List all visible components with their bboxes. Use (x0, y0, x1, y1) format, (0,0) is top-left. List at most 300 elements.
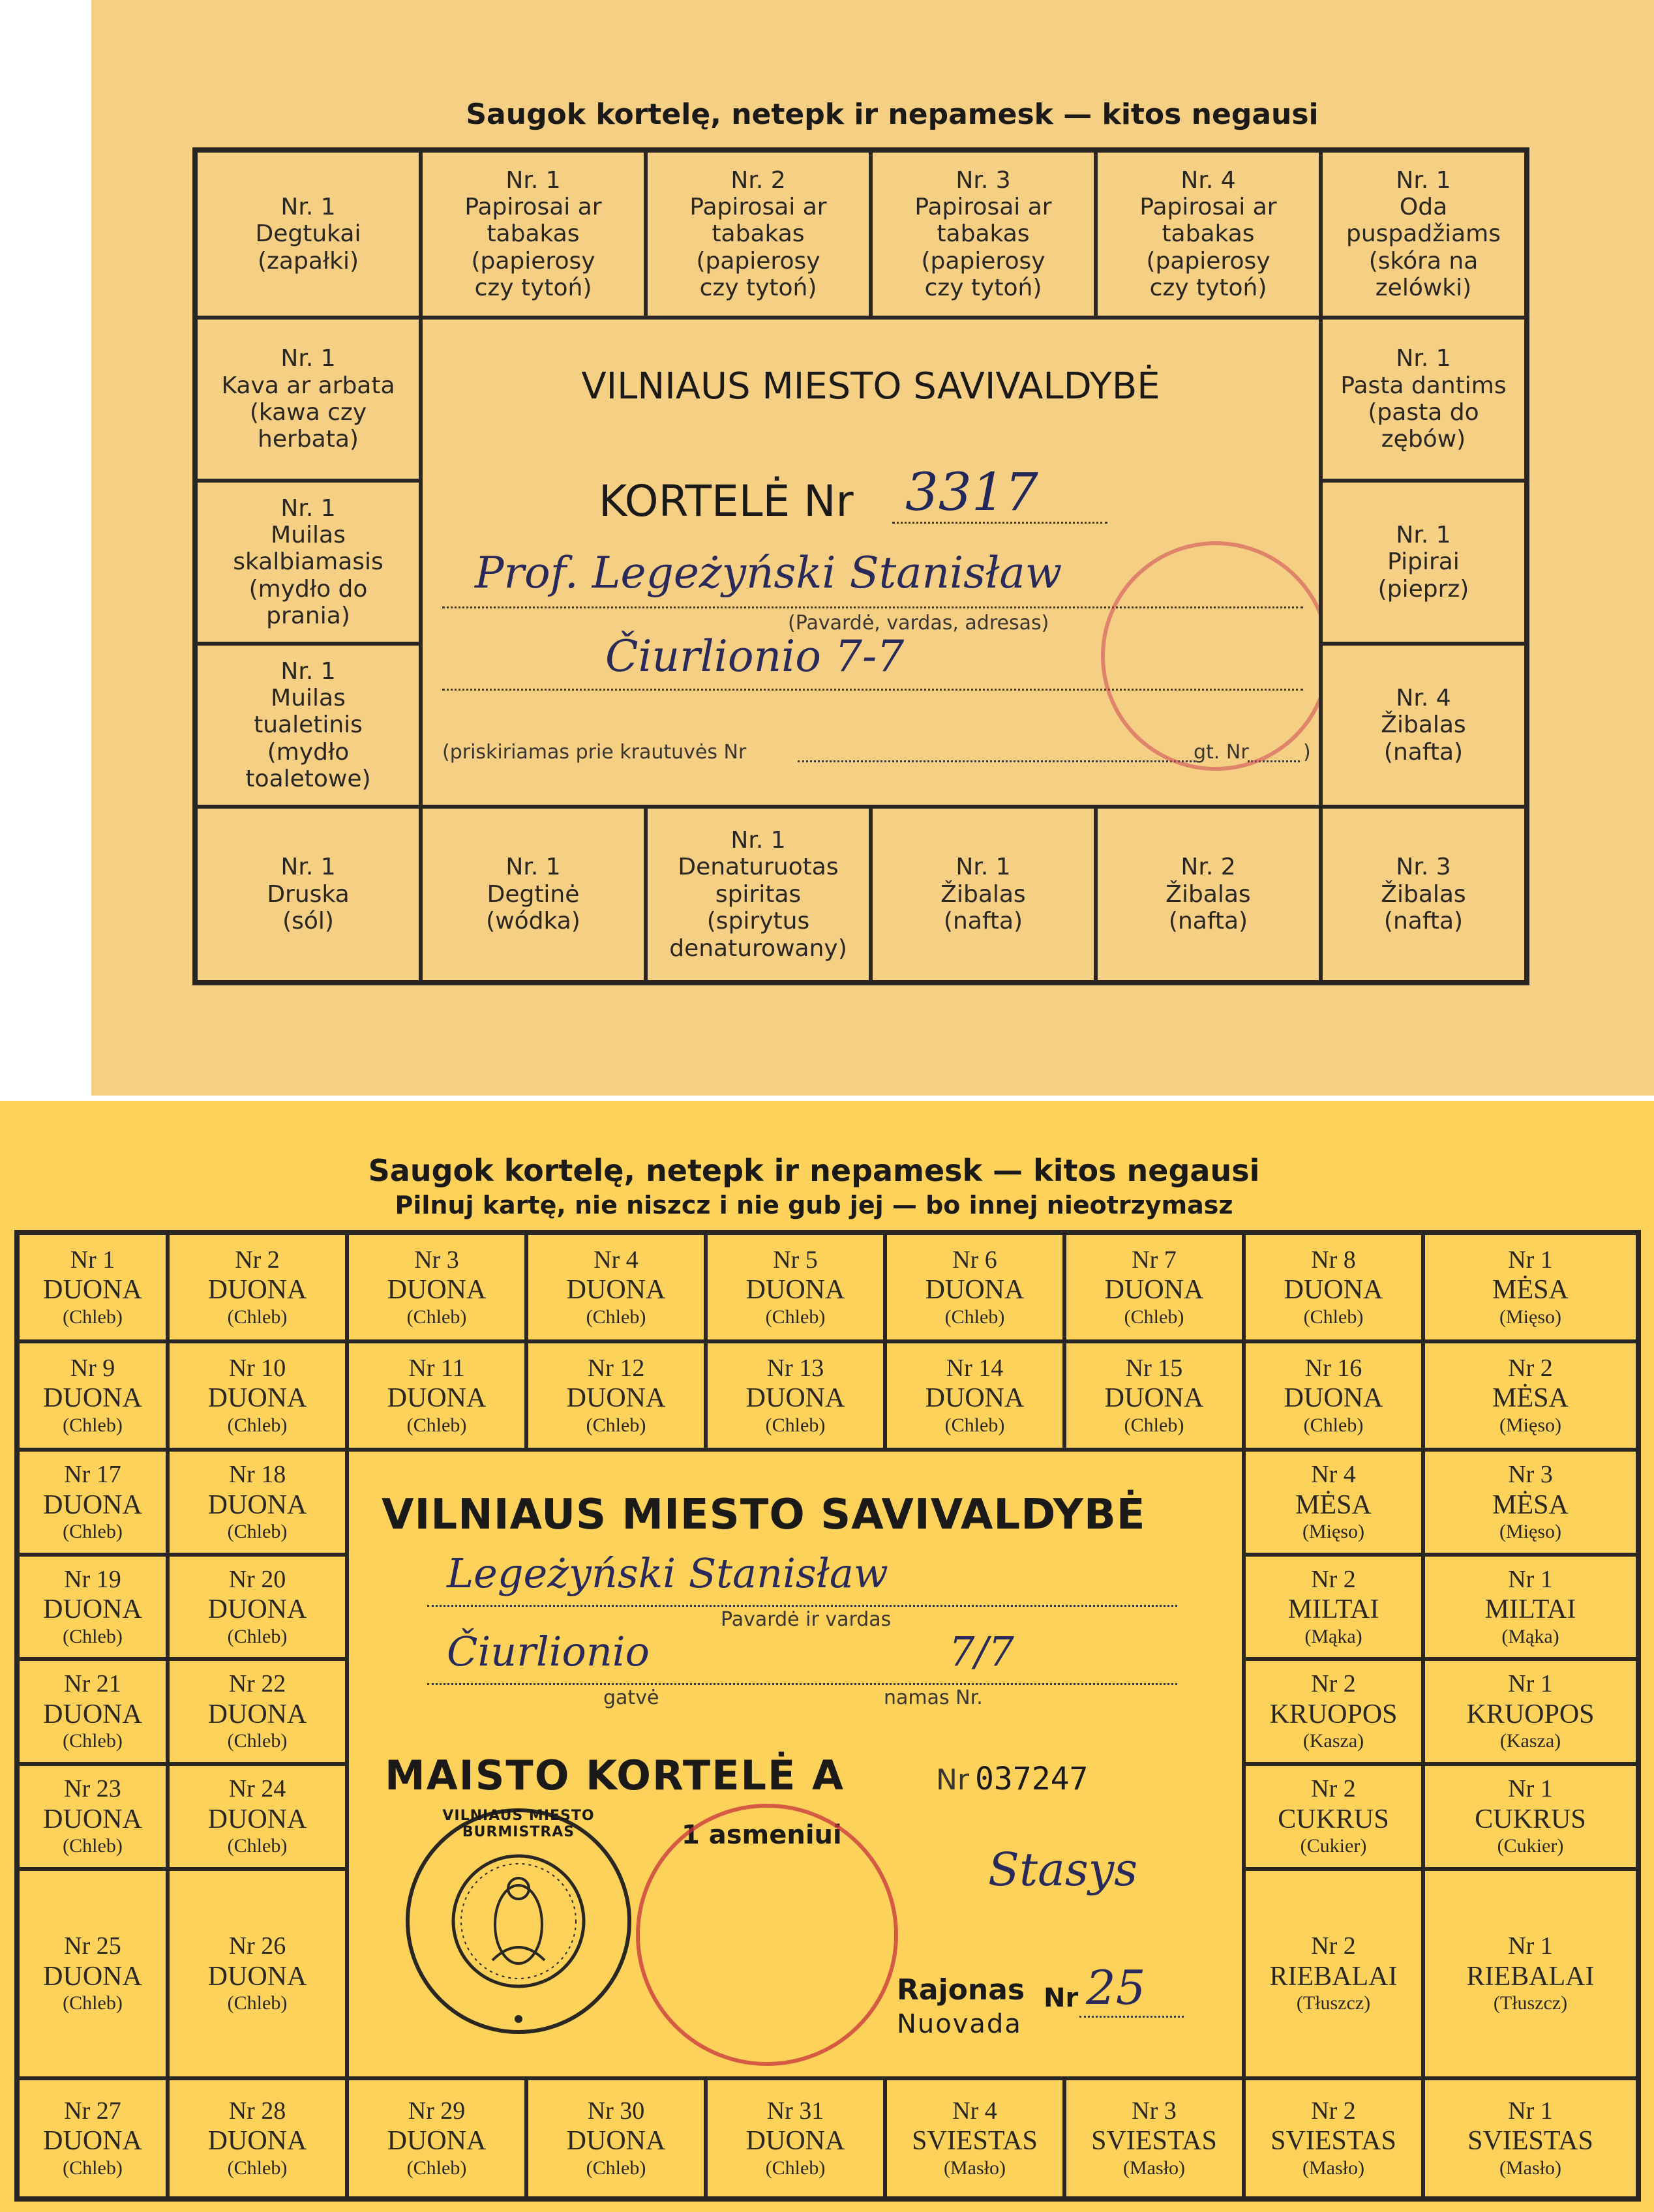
coupon-main: DUONA (207, 1275, 307, 1306)
coupon-main: DUONA (43, 1594, 142, 1625)
card1-store-line: (priskiriamas prie krautuvės Nr (442, 741, 747, 764)
coupon-sub: (Mięso) (1499, 1306, 1561, 1328)
coupon-num: Nr 7 (1132, 1246, 1177, 1274)
coupon-line: Nr. 1 (1396, 166, 1451, 194)
card1-bottom-cell (421, 807, 646, 982)
card2-coupon (1423, 2078, 1638, 2198)
card2-coupon (1244, 2078, 1423, 2198)
coupon-sub: (Masło) (1499, 2157, 1561, 2179)
card2-coupon (1423, 1555, 1638, 1660)
coupon-line: (pasta do zębów) (1368, 399, 1479, 453)
coupon-line: tabakas (937, 220, 1030, 248)
coupon-sub: (Chleb) (586, 2157, 646, 2179)
card2-coupon-grid (14, 1230, 1641, 2202)
coupon-num: Nr 27 (64, 2097, 121, 2125)
card2-serial: 037247 (975, 1761, 1089, 1797)
card1-top-cell (871, 151, 1096, 318)
coupon-sub: (Chleb) (63, 1730, 123, 1752)
coupon-line: skalbiamasis (233, 548, 383, 576)
coupon-sub: (Chleb) (1124, 1306, 1184, 1328)
card1-store-close: ) (1303, 741, 1311, 764)
coupon-num: Nr 1 (1508, 1565, 1553, 1593)
food-ration-card-bottom (0, 1101, 1654, 2212)
coupon-sub: (Kasza) (1499, 1730, 1561, 1752)
coupon-line: Denaturuotas (678, 854, 839, 881)
card2-coupon (18, 1233, 168, 1341)
card2-coupon (168, 1341, 347, 1450)
coupon-main: DUONA (43, 1489, 142, 1520)
coupon-sub: (Chleb) (227, 1414, 288, 1436)
coupon-sub: (Cukier) (1497, 1835, 1564, 1857)
coupon-main: KRUOPOS (1269, 1699, 1398, 1730)
coupon-sub: (Chleb) (586, 1306, 646, 1328)
card2-coupon (168, 2078, 347, 2198)
coupon-num: Nr 1 (1508, 1670, 1553, 1698)
coupon-num: Nr 1 (1508, 1775, 1553, 1803)
card2-coupon (885, 1341, 1064, 1450)
card2-name-caption: Pavardė ir vardas (721, 1608, 892, 1631)
card2-district-sub: Nuovada (897, 2009, 1022, 2039)
coupon-main: DUONA (566, 2126, 666, 2157)
card2-coupon (168, 1659, 347, 1764)
card2-signature: Stasys (988, 1843, 1138, 1896)
card1-right-cell (1321, 318, 1526, 481)
coupon-line: Nr. 1 (280, 854, 336, 881)
card2-coupon (1423, 1233, 1638, 1341)
coupon-num: Nr 28 (228, 2097, 286, 2125)
card2-coupon (347, 1341, 526, 1450)
coupon-main: SVIESTAS (912, 2126, 1038, 2157)
card2-coupon (1244, 1764, 1423, 1869)
coupon-line: (pieprz) (1377, 575, 1469, 603)
card1-center-panel (421, 318, 1321, 807)
coupon-line: Kava ar arbata (221, 372, 395, 399)
coupon-line: Pasta dantims (1340, 372, 1507, 399)
coupon-line: tualetinis (254, 711, 363, 739)
coupon-main: SVIESTAS (1467, 2126, 1593, 2157)
coupon-num: Nr 2 (1311, 1932, 1356, 1960)
card2-coupon (1244, 1555, 1423, 1660)
card1-address-handwritten: Čiurlionio 7-7 (605, 631, 905, 681)
card2-coupon (1064, 1233, 1244, 1341)
coupon-line: Nr. 2 (730, 166, 786, 194)
coupon-num: Nr 3 (1508, 1461, 1553, 1489)
coupon-sub: (Chleb) (63, 1625, 123, 1647)
coupon-main: MĖSA (1492, 1275, 1569, 1306)
card2-center-panel (347, 1450, 1244, 2078)
coupon-line: Nr. 1 (505, 854, 561, 881)
coupon-main: DUONA (43, 1961, 142, 1992)
coupon-line: (mydło (267, 738, 350, 766)
coupon-num: Nr 5 (773, 1246, 818, 1274)
card2-coupon (706, 2078, 885, 2198)
coupon-line: czy tytoń) (699, 275, 817, 302)
coupon-line: Nr. 1 (280, 657, 336, 685)
card2-coupon (1064, 1341, 1244, 1450)
coupon-sub: (Chleb) (227, 1992, 288, 2014)
coupon-line: Nr. 1 (730, 827, 786, 854)
coupon-num: Nr 4 (952, 2097, 997, 2125)
coupon-line: Nr. 1 (280, 494, 336, 522)
coupon-line: (spirytus (706, 908, 810, 935)
coupon-sub: (Chleb) (63, 2157, 123, 2179)
coupon-line: (papierosy (1146, 247, 1271, 275)
coupon-line: Žibalas (1381, 711, 1466, 739)
coupon-line: tabakas (1162, 220, 1255, 248)
coupon-main: DUONA (43, 1699, 142, 1730)
coupon-line: (nafta) (1383, 738, 1464, 766)
coupon-line: Druska (267, 880, 350, 908)
coupon-main: DUONA (1284, 1275, 1383, 1306)
coupon-main: DUONA (925, 1383, 1025, 1414)
coupon-sub: (Tłuszcz) (1493, 1992, 1568, 2014)
card1-bottom-cell (871, 807, 1096, 982)
card1-warning: Saugok kortelę, netepk ir nepamesk — kitos negausi (466, 98, 1319, 131)
card2-coupon (18, 1555, 168, 1660)
coupon-num: Nr 10 (228, 1354, 286, 1382)
coupon-main: DUONA (745, 1383, 845, 1414)
card2-coupon (1244, 1233, 1423, 1341)
coupon-sub: (Chleb) (406, 2157, 467, 2179)
coupon-line: (sól) (282, 908, 334, 935)
coupon-num: Nr 20 (228, 1565, 286, 1593)
coupon-num: Nr 3 (414, 1246, 459, 1274)
coupon-sub: (Chleb) (63, 1992, 123, 2014)
coupon-line: Papirosai ar (914, 193, 1052, 220)
coupon-sub: (Chleb) (227, 2157, 288, 2179)
card2-coupon (18, 1764, 168, 1869)
coupon-sub: (Chleb) (227, 1835, 288, 1857)
coupon-sub: (Chleb) (1303, 1414, 1364, 1436)
coupon-sub: (Chleb) (406, 1414, 467, 1436)
coupon-num: Nr 2 (1508, 1354, 1553, 1382)
coupon-num: Nr 14 (946, 1354, 1004, 1382)
coupon-sub: (Chleb) (1124, 1414, 1184, 1436)
coupon-sub: (Masło) (944, 2157, 1006, 2179)
coupon-line: Nr. 3 (1396, 854, 1451, 881)
coupon-sub: (Chleb) (63, 1521, 123, 1543)
card2-coupon (18, 1659, 168, 1764)
card2-house-caption: namas Nr. (884, 1686, 983, 1709)
coupon-sub: (Kasza) (1302, 1730, 1364, 1752)
card2-card-title: MAISTO KORTELĖ A (385, 1752, 845, 1799)
coupon-num: Nr 2 (1311, 1670, 1356, 1698)
coupon-num: Nr 21 (64, 1670, 121, 1698)
coupon-main: DUONA (1104, 1383, 1204, 1414)
coupon-line: Nr. 1 (505, 166, 561, 194)
card2-coupon (1423, 1341, 1638, 1450)
coupon-sub: (Mąka) (1304, 1625, 1362, 1647)
card2-coupon (706, 1233, 885, 1341)
coupon-main: RIEBALAI (1269, 1961, 1398, 1992)
card2-coupon (1244, 1341, 1423, 1450)
coupon-num: Nr 19 (64, 1565, 121, 1593)
coupon-line: herbata) (258, 426, 359, 453)
card2-seal-text: VILNIAUS MIESTO BURMISTRAS (442, 1808, 595, 1840)
coupon-main: DUONA (207, 1489, 307, 1520)
coupon-main: DUONA (925, 1275, 1025, 1306)
coupon-main: DUONA (566, 1383, 666, 1414)
card2-per-person: 1 asmeniui (682, 1820, 842, 1850)
card2-coupon (168, 1450, 347, 1555)
coupon-main: DUONA (1104, 1275, 1204, 1306)
card2-name-handwritten: Legeżyński Stanisław (447, 1549, 888, 1597)
coupon-sub: (Masło) (1123, 2157, 1185, 2179)
card2-coupon (1064, 2078, 1244, 2198)
card2-authority: VILNIAUS MIESTO SAVIVALDYBĖ (382, 1491, 1146, 1539)
coupon-main: KRUOPOS (1466, 1699, 1595, 1730)
coupon-sub: (Chleb) (1303, 1306, 1364, 1328)
coupon-line: (nafta) (1383, 908, 1464, 935)
card2-coupon (168, 1233, 347, 1341)
card2-district-nr-label: Nr (1044, 1983, 1079, 2013)
coupon-num: Nr 18 (228, 1461, 286, 1489)
coupon-line: czy tytoń) (474, 275, 592, 302)
card1-left-cell (196, 481, 421, 644)
coupon-line: Nr. 4 (1180, 166, 1236, 194)
coupon-num: Nr 31 (766, 2097, 824, 2125)
coupon-num: Nr 16 (1304, 1354, 1362, 1382)
card2-coupon (18, 1869, 168, 2078)
card2-coupon (18, 2078, 168, 2198)
coupon-main: DUONA (387, 1383, 487, 1414)
card2-coupon (526, 1233, 706, 1341)
coupon-line: Papirosai ar (1139, 193, 1277, 220)
coupon-sub: (Chleb) (944, 1414, 1005, 1436)
coupon-sub: (Tłuszcz) (1296, 1992, 1371, 2014)
coupon-line: denaturowany) (669, 934, 847, 962)
coupon-line: (papierosy (921, 247, 1045, 275)
card1-red-stamp (1101, 541, 1321, 771)
coupon-line: Žibalas (940, 880, 1026, 908)
coupon-line: (papierosy (471, 247, 595, 275)
card2-coupon (1423, 1764, 1638, 1869)
coupon-num: Nr 15 (1125, 1354, 1183, 1382)
card1-authority: VILNIAUS MIESTO SAVIVALDYBĖ (581, 365, 1160, 408)
coupon-main: DUONA (207, 1383, 307, 1414)
coupon-main: DUONA (745, 1275, 845, 1306)
coupon-main: DUONA (566, 1275, 666, 1306)
coupon-num: Nr 2 (235, 1246, 280, 1274)
card1-bottom-cell (196, 807, 421, 982)
coupon-line: Žibalas (1165, 880, 1251, 908)
card2-coupon (1423, 1450, 1638, 1555)
coupon-num: Nr 4 (594, 1246, 639, 1274)
card1-right-cell (1321, 481, 1526, 644)
coupon-num: Nr 2 (1311, 1565, 1356, 1593)
card1-bottom-cell (646, 807, 871, 982)
coupon-main: DUONA (43, 1275, 142, 1306)
coupon-main: MĖSA (1492, 1489, 1569, 1520)
card2-coupon (526, 2078, 706, 2198)
coupon-line: Nr. 1 (280, 193, 336, 220)
coupon-line: Muilas (271, 684, 346, 711)
coupon-line: Muilas (271, 521, 346, 548)
coupon-main: MĖSA (1295, 1489, 1372, 1520)
card2-district-nr: 25 (1086, 1960, 1146, 2015)
coupon-line: (zapałki) (257, 247, 359, 275)
card2-street-handwritten: Čiurlionio (447, 1628, 650, 1675)
coupon-main: DUONA (387, 1275, 487, 1306)
coupon-line: Oda (1399, 193, 1448, 220)
card2-coupon (168, 1555, 347, 1660)
coupon-line: Nr. 4 (1396, 684, 1451, 711)
coupon-sub: (Chleb) (765, 2157, 826, 2179)
coupon-main: DUONA (43, 1383, 142, 1414)
coupon-main: MĖSA (1492, 1383, 1569, 1414)
coupon-main: RIEBALAI (1466, 1961, 1595, 1992)
coupon-line: puspadžiams (1346, 220, 1501, 248)
coupon-num: Nr 3 (1132, 2097, 1177, 2125)
coupon-line: tabakas (712, 220, 805, 248)
coupon-num: Nr 11 (408, 1354, 465, 1382)
card1-bottom-cell (1321, 807, 1526, 982)
coupon-sub: (Cukier) (1300, 1835, 1367, 1857)
coupon-line: Degtukai (255, 220, 361, 248)
card1-name-handwritten: Prof. Legeżyński Stanisław (475, 548, 1062, 598)
coupon-sub: (Chleb) (765, 1306, 826, 1328)
coupon-num: Nr 24 (228, 1775, 286, 1803)
card2-warning-lt: Saugok kortelę, netepk ir nepamesk — kitos negausi (368, 1153, 1260, 1188)
coupon-line: (nafta) (1168, 908, 1248, 935)
coupon-sub: (Chleb) (63, 1835, 123, 1857)
coupon-sub: (Chleb) (63, 1414, 123, 1436)
coupon-main: MILTAI (1287, 1594, 1379, 1625)
card2-coupon (885, 1233, 1064, 1341)
coupon-line: Nr. 3 (955, 166, 1011, 194)
card1-left-cell (196, 318, 421, 481)
coupon-num: Nr 17 (64, 1461, 121, 1489)
card2-coupon (1244, 1659, 1423, 1764)
coupon-sub: (Chleb) (227, 1730, 288, 1752)
card2-coupon (526, 1341, 706, 1450)
coupon-sub: (Chleb) (406, 1306, 467, 1328)
card2-coupon (1423, 1869, 1638, 2078)
coupon-line: Nr. 1 (1396, 345, 1451, 372)
card2-coupon (18, 1341, 168, 1450)
coupon-line: (nafta) (943, 908, 1023, 935)
card2-coupon (1244, 1869, 1423, 2078)
coupon-line: Nr. 2 (1180, 854, 1236, 881)
coupon-line: Papirosai ar (689, 193, 827, 220)
coupon-sub: (Chleb) (227, 1521, 288, 1543)
card1-coupon-grid (192, 147, 1529, 985)
card1-top-cell (646, 151, 871, 318)
coupon-line: prania) (266, 603, 350, 630)
coupon-main: DUONA (1284, 1383, 1383, 1414)
coupon-line: zelówki) (1375, 275, 1472, 302)
card2-coupon (18, 1450, 168, 1555)
card1-top-cell (196, 151, 421, 318)
coupon-num: Nr 6 (952, 1246, 997, 1274)
coupon-sub: (Mięso) (1499, 1414, 1561, 1436)
card2-street-caption: gatvė (603, 1686, 659, 1709)
card2-serial-label: Nr (936, 1763, 970, 1797)
coupon-sub: (Chleb) (227, 1306, 288, 1328)
coupon-num: Nr 26 (228, 1932, 286, 1960)
coupon-num: Nr 9 (70, 1354, 115, 1382)
coupon-main: DUONA (43, 2126, 142, 2157)
coupon-main: DUONA (207, 1699, 307, 1730)
coupon-sub: (Chleb) (227, 1625, 288, 1647)
coupon-main: CUKRUS (1278, 1804, 1389, 1834)
coupon-num: Nr 8 (1311, 1246, 1356, 1274)
card1-name-caption: (Pavardė, vardas, adresas) (788, 612, 1049, 635)
coupon-main: DUONA (43, 1804, 142, 1834)
coupon-sub: (Chleb) (944, 1306, 1005, 1328)
coupon-sub: (Chleb) (586, 1414, 646, 1436)
card2-mayor-seal (401, 1804, 636, 2039)
card2-number-handwritten: 7/7 (949, 1628, 1014, 1675)
coupon-num: Nr 29 (408, 2097, 466, 2125)
coupon-line: Degtinė (487, 880, 580, 908)
card1-left-cell (196, 644, 421, 807)
coupon-num: Nr 1 (70, 1246, 115, 1274)
coupon-sub: (Mięso) (1499, 1521, 1561, 1543)
card1-top-cell (1321, 151, 1526, 318)
coupon-line: czy tytoń) (924, 275, 1042, 302)
coupon-main: DUONA (207, 1961, 307, 1992)
coupon-num: Nr 2 (1311, 1775, 1356, 1803)
coupon-line: Nr. 1 (1396, 521, 1451, 548)
coupon-sub: (Chleb) (765, 1414, 826, 1436)
coupon-num: Nr 1 (1508, 1246, 1553, 1274)
card2-district-label: Rajonas (897, 1973, 1025, 2007)
coupon-main: DUONA (745, 2126, 845, 2157)
card2-coupon (168, 1869, 347, 2078)
coupon-line: toaletowe) (245, 766, 371, 793)
card1-bottom-cell (1096, 807, 1321, 982)
coupon-main: DUONA (387, 2126, 487, 2157)
card2-coupon (1423, 1659, 1638, 1764)
card1-top-cell (421, 151, 646, 318)
card2-coupon (347, 2078, 526, 2198)
coupon-main: MILTAI (1484, 1594, 1576, 1625)
coupon-sub: (Mąka) (1501, 1625, 1559, 1647)
card2-coupon (1244, 1450, 1423, 1555)
coupon-line: czy tytoń) (1149, 275, 1267, 302)
coupon-sub: (Chleb) (63, 1306, 123, 1328)
card2-coupon (706, 1341, 885, 1450)
ration-card-top (91, 0, 1654, 1096)
coupon-sub: (Masło) (1302, 2157, 1364, 2179)
card2-red-stamp (636, 1804, 898, 2066)
coupon-main: SVIESTAS (1091, 2126, 1217, 2157)
card1-store-street: gt. Nr (1194, 741, 1249, 764)
coupon-line: Nr. 1 (955, 854, 1011, 881)
coupon-num: Nr 25 (64, 1932, 121, 1960)
coupon-line: (papierosy (696, 247, 820, 275)
coupon-line: (kawa czy (249, 399, 367, 426)
coupon-line: Pipirai (1387, 548, 1460, 576)
coupon-main: DUONA (207, 1804, 307, 1834)
coupon-num: Nr 22 (228, 1670, 286, 1698)
coupon-line: spiritas (715, 880, 802, 908)
coupon-line: (skóra na (1368, 247, 1479, 275)
card2-coupon (885, 2078, 1064, 2198)
coupon-num: Nr 23 (64, 1775, 121, 1803)
card1-card-label: KORTELĖ Nr (599, 476, 854, 526)
coupon-line: Papirosai ar (464, 193, 602, 220)
card2-warning-pl: Pilnuj kartę, nie niszcz i nie gub jej — bo innej nieotrzymasz (395, 1191, 1233, 1219)
coupon-num: Nr 30 (587, 2097, 645, 2125)
coupon-line: Žibalas (1381, 880, 1466, 908)
coupon-main: SVIESTAS (1271, 2126, 1396, 2157)
coupon-line: (mydło do (248, 575, 368, 603)
coupon-num: Nr 13 (766, 1354, 824, 1382)
coupon-main: CUKRUS (1475, 1804, 1586, 1834)
card1-right-cell (1321, 644, 1526, 807)
